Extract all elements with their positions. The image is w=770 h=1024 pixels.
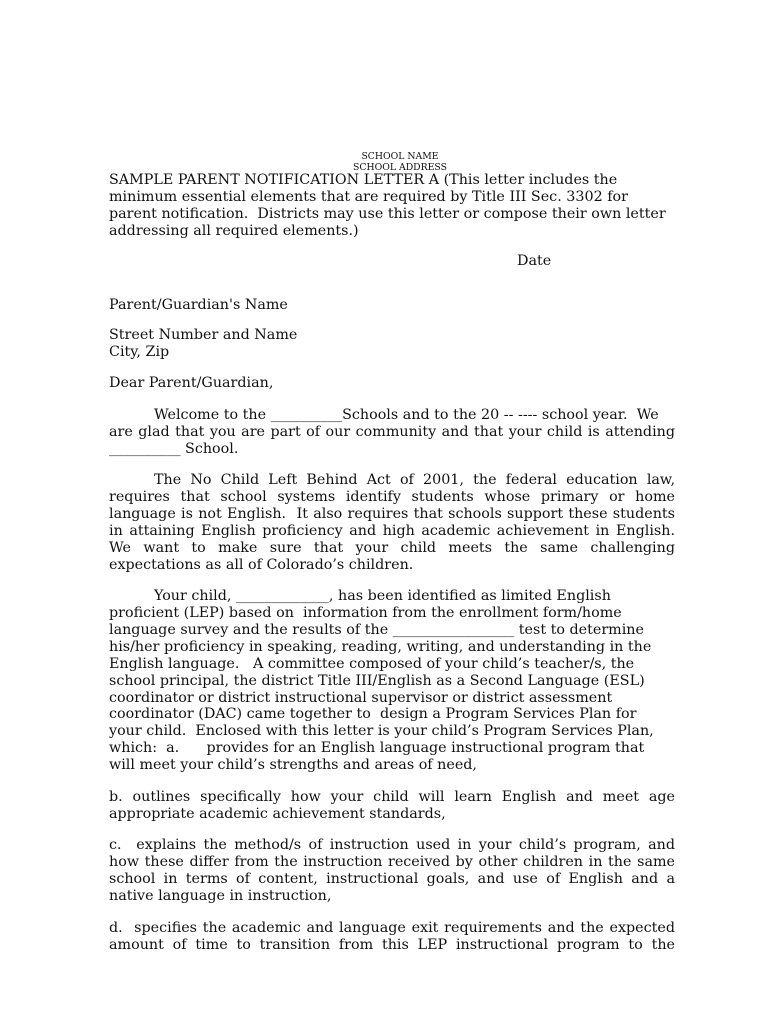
school-address: SCHOOL ADDRESS: [353, 162, 447, 173]
item-c-line: native language in instruction,: [109, 888, 332, 904]
intro-line: SAMPLE PARENT NOTIFICATION LETTER A (This letter includes the: [109, 172, 618, 188]
welcome-line: Welcome to the __________Schools and to the 20 -- ---- school year. We: [154, 407, 659, 423]
item-b-line: b. outlines specifically how your child will learn English and meet age: [109, 789, 675, 805]
item-c-line: c. explains the method/s of instruction used in your child’s program, and: [109, 837, 675, 853]
nclb-line: in attaining English proficiency and high academic achievement in English.: [109, 523, 675, 539]
child-line: will meet your child’s strengths and areas of need,: [109, 757, 477, 773]
child-line: school principal, the district Title III/English as a Second Language (ESL): [109, 673, 645, 689]
item-d-line: d. specifies the academic and language exit requirements and the expected: [109, 920, 675, 936]
intro-line: parent notification. Districts may use this letter or compose their own letter: [109, 206, 666, 222]
salutation: Dear Parent/Guardian,: [109, 375, 274, 391]
item-d-line: amount of time to transition from this LEP instructional program to the: [109, 937, 675, 953]
child-line: Your child, _____________, has been identified as limited English: [154, 588, 611, 604]
child-line: proficient (LEP) based on information from the enrollment form/home: [109, 605, 622, 621]
item-c-line: how these differ from the instruction received by other children in the same: [109, 854, 675, 870]
nclb-line: The No Child Left Behind Act of 2001, the federal education law,: [154, 472, 675, 488]
child-line: coordinator or district instructional supervisor or district assessment: [109, 690, 613, 706]
item-c-line: school in terms of content, instructional goals, and use of English and a: [109, 871, 675, 887]
recipient-name: Parent/Guardian's Name: [109, 297, 288, 313]
nclb-line: requires that school systems identify students whose primary or home: [109, 489, 675, 505]
item-b-line: appropriate academic achievement standards,: [109, 806, 446, 822]
nclb-line: language is not English. It also requires that schools support these students: [109, 506, 675, 522]
date-label: Date: [517, 253, 552, 269]
nclb-line: expectations as all of Colorado’s children.: [109, 557, 414, 573]
child-line: coordinator (DAC) came together to design a Program Services Plan for: [109, 706, 637, 722]
welcome-line: __________ School.: [109, 441, 239, 457]
welcome-line: are glad that you are part of our community and that your child is attending: [109, 424, 675, 440]
child-line: which: a. provides for an English language instructional program that: [109, 740, 645, 756]
nclb-line: We want to make sure that your child meets the same challenging: [109, 540, 675, 556]
intro-line: addressing all required elements.): [109, 223, 359, 239]
child-line: his/her proficiency in speaking, reading, writing, and understanding in the: [109, 639, 652, 655]
child-line: English language. A committee composed of your child’s teacher/s, the: [109, 656, 635, 672]
school-name: SCHOOL NAME: [361, 151, 439, 162]
intro-line: minimum essential elements that are required by Title III Sec. 3302 for: [109, 189, 628, 205]
child-line: your child. Enclosed with this letter is your child’s Program Services Plan,: [109, 723, 654, 739]
child-line: language survey and the results of the _________________ test to determine: [109, 622, 644, 638]
recipient-street: Street Number and Name: [109, 327, 298, 343]
recipient-city: City, Zip: [109, 344, 170, 360]
